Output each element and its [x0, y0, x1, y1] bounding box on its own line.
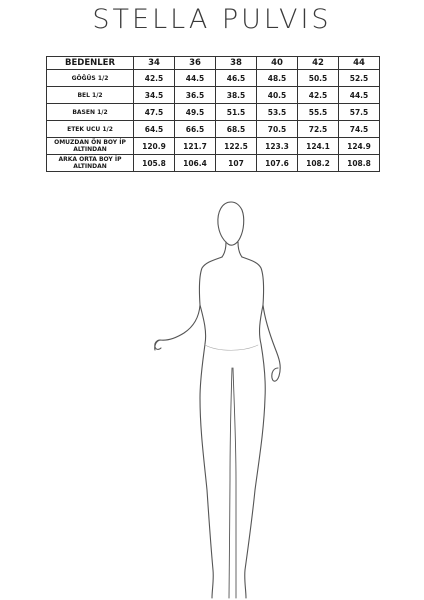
table-cell: 51.5: [216, 104, 257, 121]
brand-logo: STELLA PULVIS: [92, 4, 332, 35]
table-cell: 74.5: [339, 121, 380, 138]
table-cell: 124.9: [339, 138, 380, 155]
size-header-cell: 42: [298, 57, 339, 70]
table-cell: 70.5: [257, 121, 298, 138]
table-cell: 68.5: [216, 121, 257, 138]
table-cell: 123.3: [257, 138, 298, 155]
table-cell: 44.5: [175, 70, 216, 87]
table-cell: 50.5: [298, 70, 339, 87]
figure-left-outline: [155, 257, 222, 598]
table-cell: 38.5: [216, 87, 257, 104]
row-label: ARKA ORTA BOY İP ALTINDAN: [47, 155, 134, 172]
table-cell: 49.5: [175, 104, 216, 121]
row-label: ETEK UCU 1/2: [47, 121, 134, 138]
table-cell: 47.5: [134, 104, 175, 121]
figure-neck: [222, 242, 242, 257]
table-cell: 107: [216, 155, 257, 172]
size-header-cell: 34: [134, 57, 175, 70]
size-header-cell: 44: [339, 57, 380, 70]
figure-right-outline: [242, 257, 280, 598]
table-cell: 40.5: [257, 87, 298, 104]
table-cell: 55.5: [298, 104, 339, 121]
table-cell: 46.5: [216, 70, 257, 87]
table-row: [47, 121, 380, 138]
size-header-cell: 36: [175, 57, 216, 70]
table-cell: 72.5: [298, 121, 339, 138]
table-cell: 108.2: [298, 155, 339, 172]
table-cell: 64.5: [134, 121, 175, 138]
figure-inner-legs: [229, 368, 236, 598]
table-cell: 34.5: [134, 87, 175, 104]
table-cell: 57.5: [339, 104, 380, 121]
size-header-cell: 38: [216, 57, 257, 70]
table-cell: 52.5: [339, 70, 380, 87]
row-label: BEL 1/2: [47, 87, 134, 104]
table-cell: 108.8: [339, 155, 380, 172]
size-header-row: [47, 57, 380, 70]
row-label: BASEN 1/2: [47, 104, 134, 121]
table-cell: 120.9: [134, 138, 175, 155]
table-cell: 42.5: [298, 87, 339, 104]
row-label: GÖĞÜS 1/2: [47, 70, 134, 87]
table-row: [47, 138, 380, 155]
table-row: [47, 70, 380, 87]
table-row: [47, 87, 380, 104]
figure-torso-line: [205, 345, 258, 350]
table-cell: 36.5: [175, 87, 216, 104]
table-row: [47, 104, 380, 121]
figure-right-hand: [272, 368, 279, 381]
table-cell: 44.5: [339, 87, 380, 104]
header-label: BEDENLER: [47, 57, 134, 70]
table-cell: 107.6: [257, 155, 298, 172]
table-cell: 53.5: [257, 104, 298, 121]
size-header-cell: 40: [257, 57, 298, 70]
table-cell: 106.4: [175, 155, 216, 172]
size-chart-table: [46, 56, 380, 172]
table-cell: 42.5: [134, 70, 175, 87]
fashion-body-silhouette: [120, 195, 310, 600]
table-cell: 66.5: [175, 121, 216, 138]
table-cell: 105.8: [134, 155, 175, 172]
table-cell: 122.5: [216, 138, 257, 155]
table-cell: 124.1: [298, 138, 339, 155]
row-label: OMUZDAN ÖN BOY İP ALTINDAN: [47, 138, 134, 155]
table-row: [47, 155, 380, 172]
figure-head: [218, 202, 244, 245]
table-cell: 121.7: [175, 138, 216, 155]
table-cell: 48.5: [257, 70, 298, 87]
